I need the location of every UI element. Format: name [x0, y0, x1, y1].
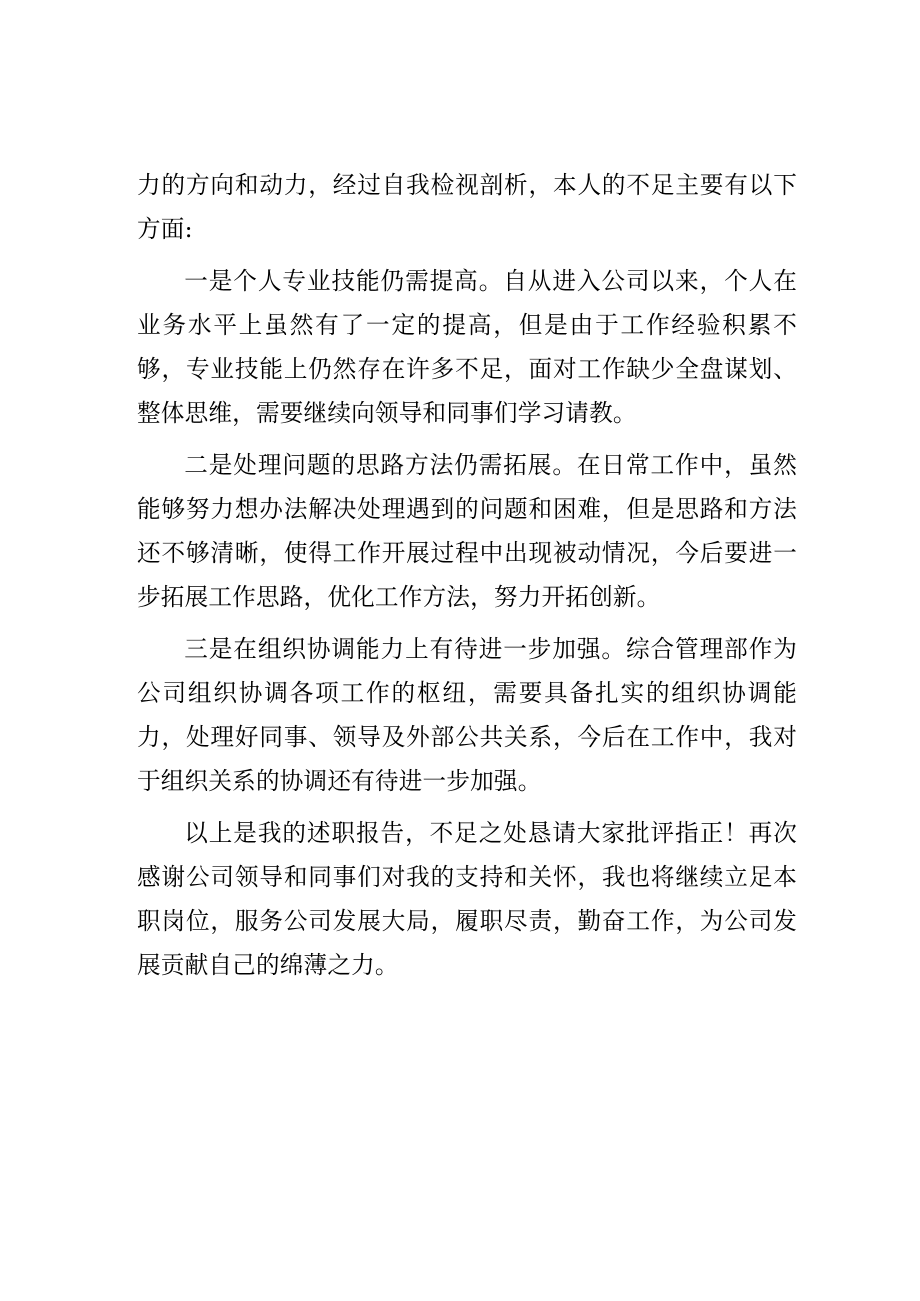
- paragraph-continuation: 力的方向和动力，经过自我检视剖析，本人的不足主要有以下方面:: [137, 171, 797, 243]
- paragraph-methods: 二是处理问题的思路方法仍需拓展。在日常工作中，虽然能够努力想办法解决处理遇到的问题和困难，但是思路和方法还不够清晰，使得工作开展过程中出现被动情况，今后要进一步拓展工作思路，优化工作方法，努力开拓创新。: [137, 451, 797, 611]
- paragraph-closing: 以上是我的述职报告，不足之处恳请大家批评指正！再次感谢公司领导和同事们对我的支持和关怀，我也将继续立足本职岗位，服务公司发展大局，履职尽责，勤奋工作，为公司发展贡献自己的绵薄之力。: [137, 819, 797, 979]
- document-body: [137, 163, 797, 995]
- paragraph-skills: 一是个人专业技能仍需提高。自从进入公司以来，个人在业务水平上虽然有了一定的提高，但是由于工作经验积累不够，专业技能上仍然存在许多不足，面对工作缺少全盘谋划、整体思维，需要继续向领导和同事们学习请教。: [137, 267, 797, 427]
- paragraph-coordination: 三是在组织协调能力上有待进一步加强。综合管理部作为公司组织协调各项工作的枢纽，需要具备扎实的组织协调能力，处理好同事、领导及外部公共关系，今后在工作中，我对于组织关系的协调还有待进一步加强。: [137, 635, 797, 795]
